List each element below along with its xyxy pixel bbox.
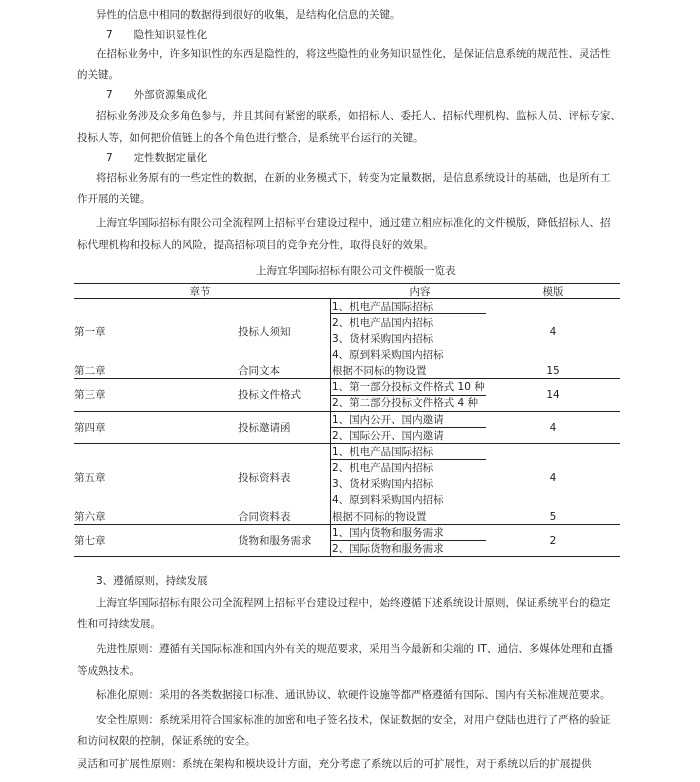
chapter-number: 第七章 xyxy=(74,535,106,547)
chapter-number: 第四章 xyxy=(74,422,106,434)
paragraph-line: 性和可持续发展。 xyxy=(77,618,161,630)
content-item: 4、原到料采购国内招标 xyxy=(332,494,444,506)
content-item: 根据不同标的物设置 xyxy=(332,511,427,523)
paragraph-line: 在招标业务中，许多知识性的东西是隐性的，将这些隐性的业务知识显性化，是保证信息系统的规范性、灵活性 xyxy=(96,48,611,60)
paragraph-line: 将招标业务原有的一些定性的数据，在新的业务模式下，转变为定量数据，是信息系统设计的基础，也是所有工 xyxy=(96,172,611,184)
table-caption: 上海宜华国际招标有限公司文件模版一览表 xyxy=(256,265,456,277)
content-item: 4、原到料采购国内招标 xyxy=(332,349,444,361)
content-item: 2、国际货物和服务需求 xyxy=(332,543,444,555)
chapter-name: 投标邀请函 xyxy=(238,422,291,434)
item-rule xyxy=(330,313,486,314)
chapter-number: 第五章 xyxy=(74,472,106,484)
paragraph-line: 等成熟技术。 xyxy=(77,665,140,677)
chapter-name: 投标人须知 xyxy=(238,326,291,338)
item-rule xyxy=(330,395,486,396)
content-item: 1、机电产品国际招标 xyxy=(332,446,434,458)
template-count: 4 xyxy=(549,472,557,484)
header-content: 内容 xyxy=(409,286,431,298)
content-item: 2、机电产品国内招标 xyxy=(332,317,434,329)
header-count: 模版 xyxy=(542,286,564,298)
paragraph-line: 标代理机构和投标人的风险，提高招标项目的竞争充分性，取得良好的效果。 xyxy=(77,239,434,251)
paragraph-line: 先进性原则：遵循有关国际标准和国内外有关的规范要求，采用当今最新和尖端的 IT、通信、多媒体处理和直播 xyxy=(96,643,613,655)
chapter-number: 第六章 xyxy=(74,511,106,523)
template-count: 4 xyxy=(549,326,557,338)
content-item: 1、机电产品国际招标 xyxy=(332,301,434,313)
chapter-name: 投标资料表 xyxy=(238,472,291,484)
chapter-number: 第三章 xyxy=(74,389,106,401)
content-item: 1、第一部分投标文件格式 10 种 xyxy=(332,381,485,393)
template-count: 14 xyxy=(546,389,560,401)
content-item: 2、国际公开、国内邀请 xyxy=(332,430,444,442)
content-item: 根据不同标的物设置 xyxy=(332,365,427,377)
row-rule xyxy=(74,411,620,412)
row-rule xyxy=(74,443,620,444)
paragraph-line: 投标人等，如何把价值链上的各个角色进行整合，是系统平台运行的关键。 xyxy=(77,132,424,144)
table-bottom-rule xyxy=(74,556,620,557)
subheading: 7 定性数据定量化 xyxy=(106,152,208,164)
table-header-rule xyxy=(74,298,620,299)
paragraph-line: 灵活和可扩展性原则：系统在架构和模块设计方面，充分考虑了系统以后的可扩展性，对于系统以后的扩展提供 xyxy=(77,758,592,770)
template-count: 5 xyxy=(549,511,557,523)
subheading: 7 隐性知识显性化 xyxy=(106,29,208,41)
content-item: 2、第二部分投标文件格式 4 种 xyxy=(332,397,479,409)
item-rule xyxy=(330,540,486,541)
paragraph-line: 异性的信息中相同的数据得到很好的收集，是结构化信息的关键。 xyxy=(96,9,401,21)
content-item: 1、国内公开、国内邀请 xyxy=(332,414,444,426)
template-count: 15 xyxy=(546,365,560,377)
row-rule xyxy=(74,524,620,525)
content-item: 1、国内货物和服务需求 xyxy=(332,527,444,539)
content-item: 3、货材采购国内招标 xyxy=(332,333,434,345)
chapter-number: 第二章 xyxy=(74,365,106,377)
column-rule xyxy=(330,298,331,556)
content-item: 3、货材采购国内招标 xyxy=(332,478,434,490)
content-item: 2、机电产品国内招标 xyxy=(332,462,434,474)
template-count: 2 xyxy=(549,535,557,547)
section-heading: 3、遵循原则，持续发展 xyxy=(96,575,208,587)
paragraph-line: 安全性原则：系统采用符合国家标准的加密和电子签名技术，保证数据的安全，对用户登陆也进行了严格的验证 xyxy=(96,714,611,726)
chapter-number: 第一章 xyxy=(74,326,106,338)
item-rule xyxy=(330,459,486,460)
paragraph-line: 招标业务涉及众多角色参与，并且其间有紧密的联系，如招标人、委托人、招标代理机构、监标人员、评标专家、 xyxy=(96,110,621,122)
paragraph-line: 上海宜华国际招标有限公司全流程网上招标平台建设过程中，始终遵循下述系统设计原则，保证系统平台的稳定 xyxy=(96,597,611,609)
paragraph-line: 上海宜华国际招标有限公司全流程网上招标平台建设过程中，通过建立相应标准化的文件模版，降低招标人、招 xyxy=(96,217,611,229)
template-count: 4 xyxy=(549,422,557,434)
subheading: 7 外部资源集成化 xyxy=(106,89,208,101)
chapter-name: 合同资料表 xyxy=(238,511,291,523)
row-rule xyxy=(74,378,620,379)
paragraph-line: 的关键。 xyxy=(77,69,119,81)
chapter-name: 投标文件格式 xyxy=(238,389,301,401)
paragraph-line: 标准化原则：采用的各类数据接口标准、通讯协议、软硬件设施等都严格遵循有国际、国内有关标准规范要求。 xyxy=(96,689,611,701)
paragraph-line: 作开展的关键。 xyxy=(77,193,151,205)
header-chapter: 章节 xyxy=(189,286,211,298)
chapter-name: 货物和服务需求 xyxy=(238,535,312,547)
table-top-rule xyxy=(74,283,620,284)
item-rule xyxy=(330,427,486,428)
paragraph-line: 和访问权限的控制，保证系统的安全。 xyxy=(77,735,256,747)
chapter-name: 合同文本 xyxy=(238,365,280,377)
